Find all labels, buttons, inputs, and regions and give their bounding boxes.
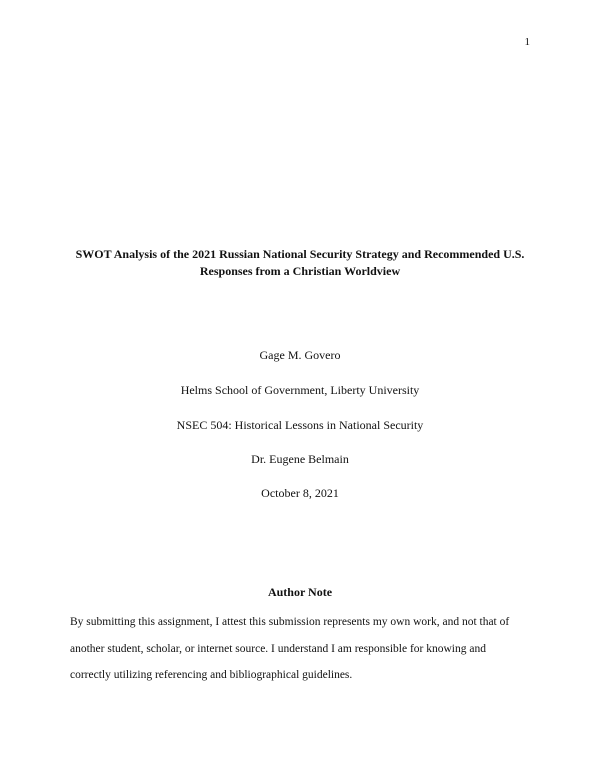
paper-title [60, 246, 540, 280]
author-note-line: By submitting this assignment, I attest this submission represents my own work, and not that of [70, 616, 510, 628]
author-name: Gage M. Govero [259, 348, 341, 362]
paper-title-line-2: Responses from a Christian Worldview [199, 264, 401, 278]
course-name: NSEC 504: Historical Lessons in National Security [176, 418, 424, 432]
author-note-heading: Author Note [267, 585, 333, 599]
author-note-line: correctly utilizing referencing and bibliographical guidelines. [70, 669, 353, 681]
author-affiliation: Helms School of Government, Liberty University [180, 383, 420, 397]
instructor-name: Dr. Eugene Belmain [251, 452, 349, 466]
submission-date: October 8, 2021 [261, 486, 339, 500]
author-note-line: another student, scholar, or internet source. I understand I am responsible for knowing and [70, 642, 486, 655]
paper-title-line-1: SWOT Analysis of the 2021 Russian National Security Strategy and Recommended U.S. [75, 247, 525, 261]
page-number: 1 [524, 36, 530, 48]
author-note-body [70, 609, 540, 689]
